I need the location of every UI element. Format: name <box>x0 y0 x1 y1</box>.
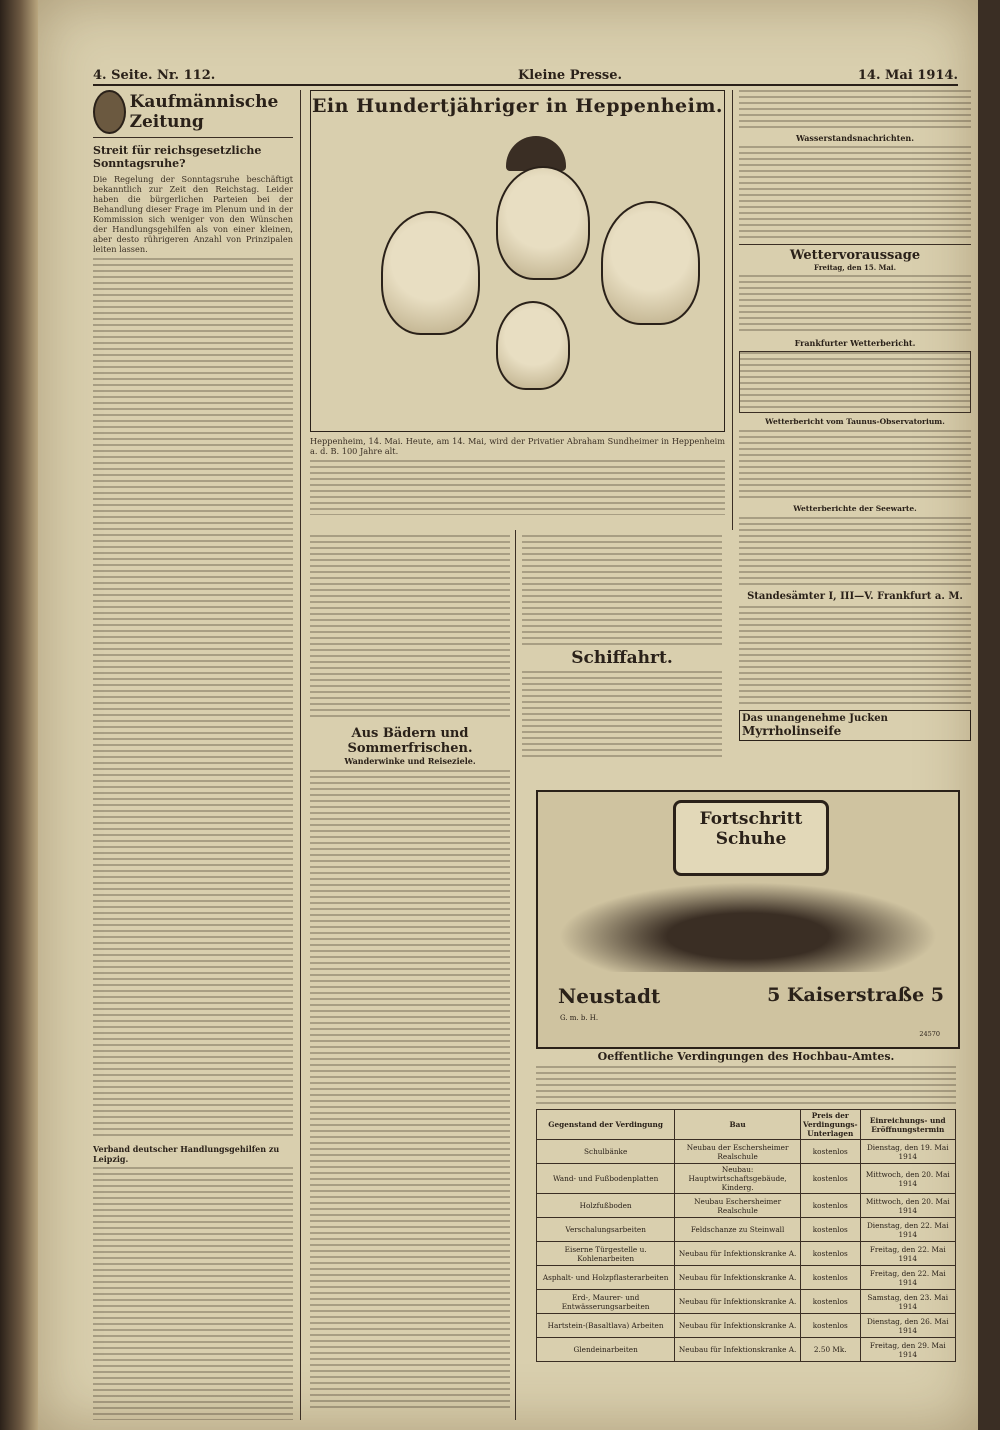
table-cell: kostenlos <box>800 1140 860 1164</box>
shop-address: 5 Kaiserstraße 5 <box>767 984 944 1006</box>
table-row <box>537 1338 956 1362</box>
taunus-title: Wetterbericht vom Taunus-Observatorium. <box>765 417 945 426</box>
section-subtitle: Wanderwinke und Reiseziele. <box>344 756 476 766</box>
feature-text <box>310 460 725 515</box>
table-cell: Freitag, den 29. Mai 1914 <box>860 1338 955 1362</box>
table-cell: kostenlos <box>800 1290 860 1314</box>
table-cell: kostenlos <box>800 1266 860 1290</box>
table-cell: Samstag, den 23. Mai 1914 <box>860 1290 955 1314</box>
taunus-table <box>739 430 971 500</box>
table-cell: Schulbänke <box>537 1140 675 1164</box>
table-row <box>537 1242 956 1266</box>
table-cell: Holzfußboden <box>537 1194 675 1218</box>
col-header: Einreichungs- und Eröffnungstermin <box>860 1110 955 1140</box>
table-row <box>537 1164 956 1194</box>
table-cell: kostenlos <box>800 1218 860 1242</box>
table-cell: 2.50 Mk. <box>800 1338 860 1362</box>
tenders-notes <box>536 1066 956 1106</box>
table-row <box>537 1266 956 1290</box>
col-header: Gegenstand der Verdingung <box>537 1110 675 1140</box>
column-middle <box>522 535 722 770</box>
weather-text <box>739 275 971 335</box>
public-tenders <box>536 1050 956 1410</box>
table-cell: Freitag, den 22. Mai 1914 <box>860 1266 955 1290</box>
table-cell: Hartstein-(Basaltlava) Arbeiten <box>537 1314 675 1338</box>
newspaper-name: Kleine Presse. <box>518 68 623 83</box>
weather-title: Wettervoraussage <box>789 248 921 263</box>
table-cell: Dienstag, den 26. Mai 1914 <box>860 1314 955 1338</box>
column-right <box>739 90 971 775</box>
column-rule <box>300 90 301 1420</box>
shop-name: Neustadt <box>558 984 661 1008</box>
table-row <box>537 1290 956 1314</box>
portrait-son <box>381 211 480 335</box>
table-cell: Neubau für Infektionskranke A. <box>675 1266 801 1290</box>
newspaper-page <box>38 0 978 1430</box>
table-cell: kostenlos <box>800 1164 860 1194</box>
feature-title: Ein Hundertjähriger in Heppenheim. <box>311 95 724 117</box>
frankfurt-weather-title: Frankfurter Wetterbericht. <box>794 338 916 348</box>
table-row <box>537 1314 956 1338</box>
table-cell: Asphalt- und Holzpflasterarbeiten <box>537 1266 675 1290</box>
table-cell: Neubau der Eschersheimer Realschule <box>675 1140 801 1164</box>
section-masthead: Kaufmännische Zeitung <box>129 92 279 132</box>
table-cell: Neubau für Infektionskranke A. <box>675 1242 801 1266</box>
table-row <box>537 1140 956 1164</box>
seewarte-title: Wetterberichte der Seewarte. <box>793 504 917 513</box>
table-row <box>537 1218 956 1242</box>
table-cell: kostenlos <box>800 1194 860 1218</box>
standesamt-list <box>739 606 971 706</box>
section-body <box>310 770 510 1410</box>
book-binding <box>0 0 38 1430</box>
table-cell: Neubau für Infektionskranke A. <box>675 1290 801 1314</box>
column-rule <box>515 530 516 1420</box>
table-cell: Neubau für Infektionskranke A. <box>675 1314 801 1338</box>
ad-headline: Das unangenehme Jucken <box>742 713 888 724</box>
article-body <box>93 258 293 1138</box>
tenders-title: Oeffentliche Verdingungen des Hochbau-Amtes. <box>597 1050 895 1063</box>
illustration-people-with-beast <box>558 882 938 972</box>
table-cell: Dienstag, den 22. Mai 1914 <box>860 1218 955 1242</box>
table-cell: kostenlos <box>800 1242 860 1266</box>
centenarian-feature <box>310 90 725 530</box>
table-cell: Erd-, Maurer- und Entwässerungsarbeiten <box>537 1290 675 1314</box>
column-baeder <box>310 535 510 1415</box>
table-cell: kostenlos <box>800 1314 860 1338</box>
table-row <box>537 1194 956 1218</box>
column-kaufmaennische-zeitung <box>93 90 293 1420</box>
standesamt-title: Standesämter I, III—V. Frankfurt a. M. <box>747 591 963 602</box>
portrait-grandson <box>601 201 700 325</box>
table-cell: Freitag, den 22. Mai 1914 <box>860 1242 955 1266</box>
feature-caption: Heppenheim, 14. Mai. Heute, am 14. Mai, wird der Privatier Abraham Sundheimer in Heppenheim a. d. B. 100 Jahre alt. <box>310 436 725 456</box>
illustration-frame <box>310 90 725 432</box>
wasserstand-table <box>739 146 971 241</box>
weather-table <box>739 351 971 413</box>
continued-text <box>310 535 510 720</box>
section-title: Aus Bädern und Sommerfrischen. <box>347 726 473 756</box>
seewarte-table <box>739 517 971 587</box>
table-cell: Neubau Eschersheimer Realschule <box>675 1194 801 1218</box>
page-number: 4. Seite. Nr. 112. <box>93 68 216 83</box>
col-header: Bau <box>675 1110 801 1140</box>
table-cell: Verschalungsarbeiten <box>537 1218 675 1242</box>
issue-date: 14. Mai 1914. <box>857 68 958 83</box>
portrait-great-grandson <box>496 301 570 390</box>
mercury-head-icon <box>93 90 126 134</box>
article-lead: Die Regelung der Sonntagsruhe beschäftigt bekanntlich zur Zeit den Reichstag. Leider haben die bürgerlichen Parteien bei der Behandlung dieser Frage im Plenum und in der Kommission sich weniger von den Wünschen der Handlungsgehilfen als von einer kleinen, aber desto rührigeren Anzahl von Prinzipalen leiten lassen. <box>93 174 293 254</box>
weather-date: Freitag, den 15. Mai. <box>813 263 897 272</box>
masthead <box>93 90 293 138</box>
brand-badge <box>673 800 829 876</box>
continued-text-2 <box>522 535 722 645</box>
wasserstand-title: Wasserstandsnachrichten. <box>795 133 915 143</box>
table-cell: Wand- und Fußbodenplatten <box>537 1164 675 1194</box>
subhead: Verband deutscher Handlungsgehilfen zu Leipzig. <box>93 1144 280 1164</box>
table-cell: Neubau für Infektionskranke A. <box>675 1338 801 1362</box>
table-cell: Mittwoch, den 20. Mai 1914 <box>860 1194 955 1218</box>
myrrholin-ad <box>739 710 971 741</box>
ad-product: Myrrholinseife <box>742 724 842 738</box>
table-cell: Feldschanze zu Steinwall <box>675 1218 801 1242</box>
article-body-2 <box>93 1167 293 1420</box>
schiffahrt-body <box>522 671 722 761</box>
table-cell: Mittwoch, den 20. Mai 1914 <box>860 1164 955 1194</box>
table-cell: Dienstag, den 19. Mai 1914 <box>860 1140 955 1164</box>
portrait-centenarian <box>496 166 590 280</box>
brand-name-2: Schuhe <box>715 829 787 849</box>
brand-name-1: Fortschritt <box>699 809 803 829</box>
shoe-advertisement <box>536 790 960 1049</box>
schiffahrt-title: Schiffahrt. <box>571 648 673 668</box>
col-header: Preis der Verdingungs-Unterlagen <box>800 1110 860 1140</box>
table-cell: Neubau: Hauptwirtschaftsgebäude, Kinderg. <box>675 1164 801 1194</box>
column-rule <box>732 90 733 530</box>
shipping-news <box>739 90 971 130</box>
ad-code: 24570 <box>919 1030 940 1038</box>
article-title: Streit für reichsgesetzliche Sonntagsruhe? <box>93 144 262 170</box>
table-cell: Eiserne Türgestelle u. Kohlenarbeiten <box>537 1242 675 1266</box>
company-form: G. m. b. H. <box>560 1014 599 1022</box>
tenders-table <box>536 1109 956 1362</box>
table-cell: Glendeinarbeiten <box>537 1338 675 1362</box>
page-header <box>93 68 958 86</box>
